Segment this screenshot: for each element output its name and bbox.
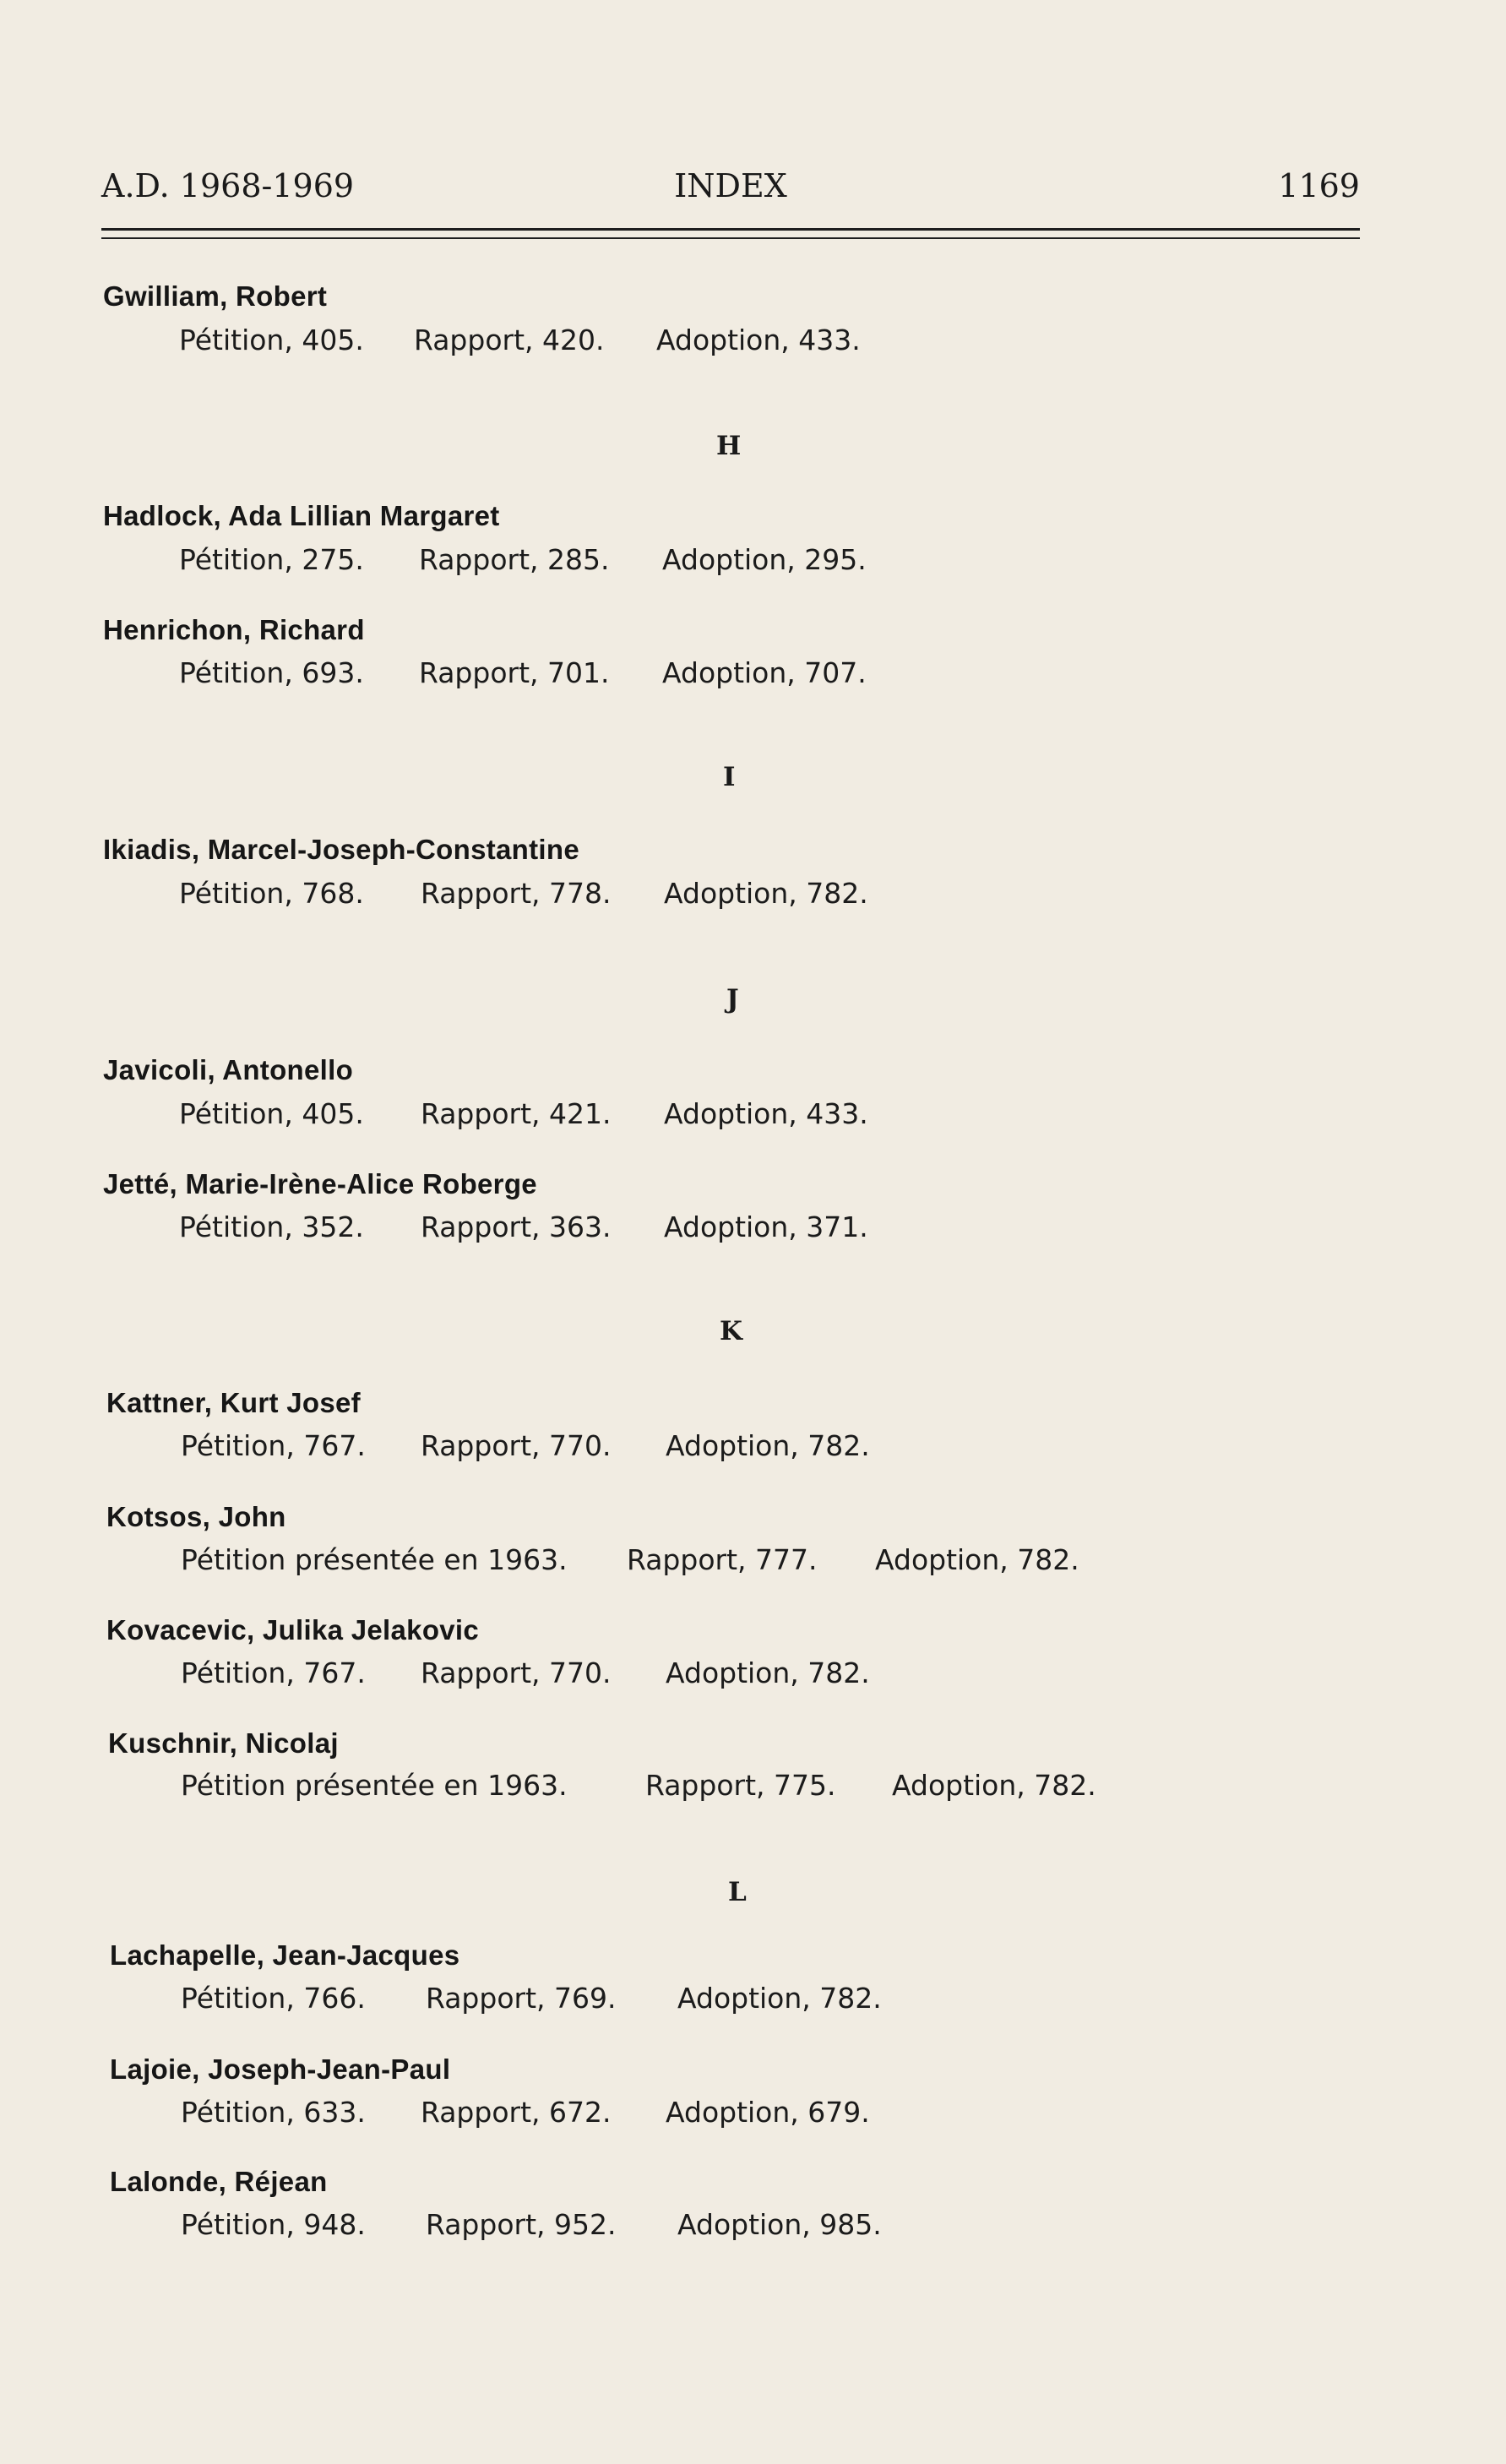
entry-name: Javicoli, Antonello [103,1054,354,1085]
adoption-ref: Adoption, 433. [664,1097,868,1130]
adoption-ref: Adoption, 782. [666,1656,870,1689]
rapport-ref: Rapport, 777. [627,1543,818,1576]
adoption-ref: Adoption, 679. [666,2096,870,2129]
entry-name: Jetté, Marie-Irène-Alice Roberge [103,1168,537,1199]
entry-name: Lajoie, Joseph-Jean-Paul [110,2053,451,2085]
section-letter-j: J [726,984,739,1014]
entry-name: Ikiadis, Marcel-Joseph-Constantine [103,834,579,865]
rapport-ref: Rapport, 421. [421,1097,612,1130]
adoption-ref: Adoption, 433. [656,324,861,356]
petition-ref: Pétition, 693. [179,656,364,689]
adoption-ref: Adoption, 782. [892,1769,1096,1802]
rapport-ref: Rapport, 770. [421,1656,612,1689]
section-letter-l: L [728,1877,747,1907]
petition-ref: Pétition, 766. [181,1982,366,2015]
rapport-ref: Rapport, 770. [421,1429,612,1462]
section-letter-i: I [723,762,736,792]
entry-name: Gwilliam, Robert [103,280,328,312]
adoption-ref: Adoption, 782. [875,1543,1079,1576]
entry-name: Kotsos, John [106,1501,286,1532]
adoption-ref: Adoption, 371. [664,1210,868,1243]
adoption-ref: Adoption, 782. [677,1982,882,2015]
rapport-ref: Rapport, 363. [421,1210,612,1243]
adoption-ref: Adoption, 295. [662,543,867,576]
section-letter-h: H [716,431,742,461]
rapport-ref: Rapport, 778. [421,877,612,910]
rapport-ref: Rapport, 285. [419,543,610,576]
adoption-ref: Adoption, 985. [677,2208,882,2241]
adoption-ref: Adoption, 707. [662,656,867,689]
header-title: INDEX [674,167,787,204]
entry-name: Kuschnir, Nicolaj [108,1727,339,1759]
entry-name: Lachapelle, Jean-Jacques [110,1939,460,1971]
adoption-ref: Adoption, 782. [666,1429,870,1462]
entry-name: Lalonde, Réjean [110,2166,328,2197]
petition-ref: Pétition, 948. [181,2208,366,2241]
adoption-ref: Adoption, 782. [664,877,868,910]
rapport-ref: Rapport, 672. [421,2096,612,2129]
petition-ref: Pétition, 767. [181,1656,366,1689]
entry-name: Hadlock, Ada Lillian Margaret [103,500,500,531]
petition-ref: Pétition présentée en 1963. [181,1769,568,1802]
rapport-ref: Rapport, 769. [426,1982,617,2015]
rapport-ref: Rapport, 701. [419,656,610,689]
petition-ref: Pétition, 352. [179,1210,364,1243]
petition-ref: Pétition, 768. [179,877,364,910]
section-letter-k: K [720,1316,742,1346]
rapport-ref: Rapport, 775. [645,1769,836,1802]
petition-ref: Pétition, 405. [179,324,364,356]
header-years: A.D. 1968-1969 [101,167,355,204]
entry-name: Kattner, Kurt Josef [106,1387,361,1418]
petition-ref: Pétition, 405. [179,1097,364,1130]
petition-ref: Pétition, 767. [181,1429,366,1462]
petition-ref: Pétition, 633. [181,2096,366,2129]
petition-ref: Pétition présentée en 1963. [181,1543,568,1576]
rapport-ref: Rapport, 420. [414,324,605,356]
entry-name: Henrichon, Richard [103,614,365,645]
page-number: 1169 [1278,167,1360,204]
petition-ref: Pétition, 275. [179,543,364,576]
entry-name: Kovacevic, Julika Jelakovic [106,1614,480,1645]
rapport-ref: Rapport, 952. [426,2208,617,2241]
